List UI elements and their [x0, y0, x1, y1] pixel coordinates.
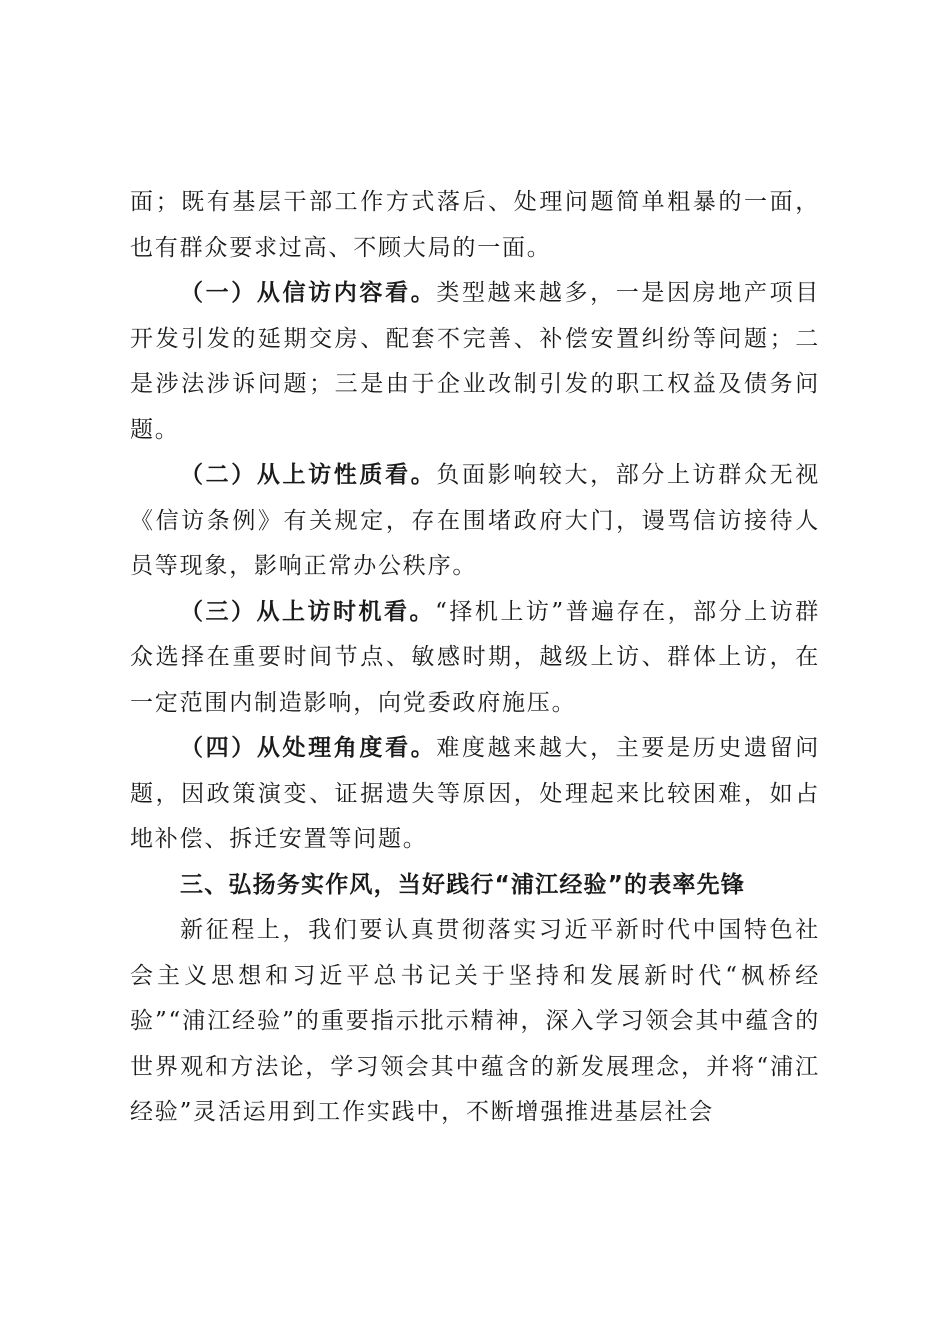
continuation-paragraph	[130, 180, 820, 271]
item-lead-2: （二）从上访性质看。	[180, 462, 437, 488]
item-paragraph-3	[130, 590, 820, 727]
document-body	[130, 180, 820, 1136]
item-paragraph-1	[130, 271, 820, 453]
item-body-1: 类型越来越多，一是因房地产项目开发引发的延期交房、配套不完善、补偿安置纠纷等问题；二是涉法涉诉问题；三是由于企业改制引发的职工权益及债务问题。	[130, 280, 821, 443]
item-paragraph-2	[130, 453, 820, 590]
item-body-3: “择机上访”普遍存在，部分上访群众选择在重要时间节点、敏感时期，越级上访、群体上访，在一定范围内制造影响，向党委政府施压。	[130, 598, 820, 716]
final-paragraph	[130, 908, 820, 1136]
item-lead-4: （四）从处理角度看。	[180, 735, 437, 761]
item-body-2: 负面影响较大，部分上访群众无视《信访条例》有关规定，存在围堵政府大门，谩骂信访接待人员等现象，影响正常办公秩序。	[130, 462, 821, 579]
item-lead-3: （三）从上访时机看。	[180, 598, 436, 625]
final-paragraph-text: 新征程上，我们要认真贯彻落实习近平新时代中国特色社会主义思想和习近平总书记关于坚持和发展新时代“枫桥经验”“浦江经验”的重要指示批示精神，深入学习领会其中蕴含的世界观和方法论，学习领会其中蕴含的新发展理念，并将“浦江经验”灵活运用到工作实践中，不断增强推进基层社会	[130, 917, 820, 1125]
item-lead-1: （一）从信访内容看。	[180, 280, 437, 306]
item-paragraph-4	[130, 726, 820, 863]
continuation-text: 面；既有基层干部工作方式落后、处理问题简单粗暴的一面，也有群众要求过高、不顾大局的一面。	[130, 189, 820, 261]
item-body-4: 难度越来越大，主要是历史遗留问题，因政策演变、证据遗失等原因，处理起来比较困难，如占地补偿、拆迁安置等问题。	[130, 735, 821, 852]
section-heading: 三、弘扬务实作风，当好践行“浦江经验”的表率先锋	[180, 871, 746, 898]
